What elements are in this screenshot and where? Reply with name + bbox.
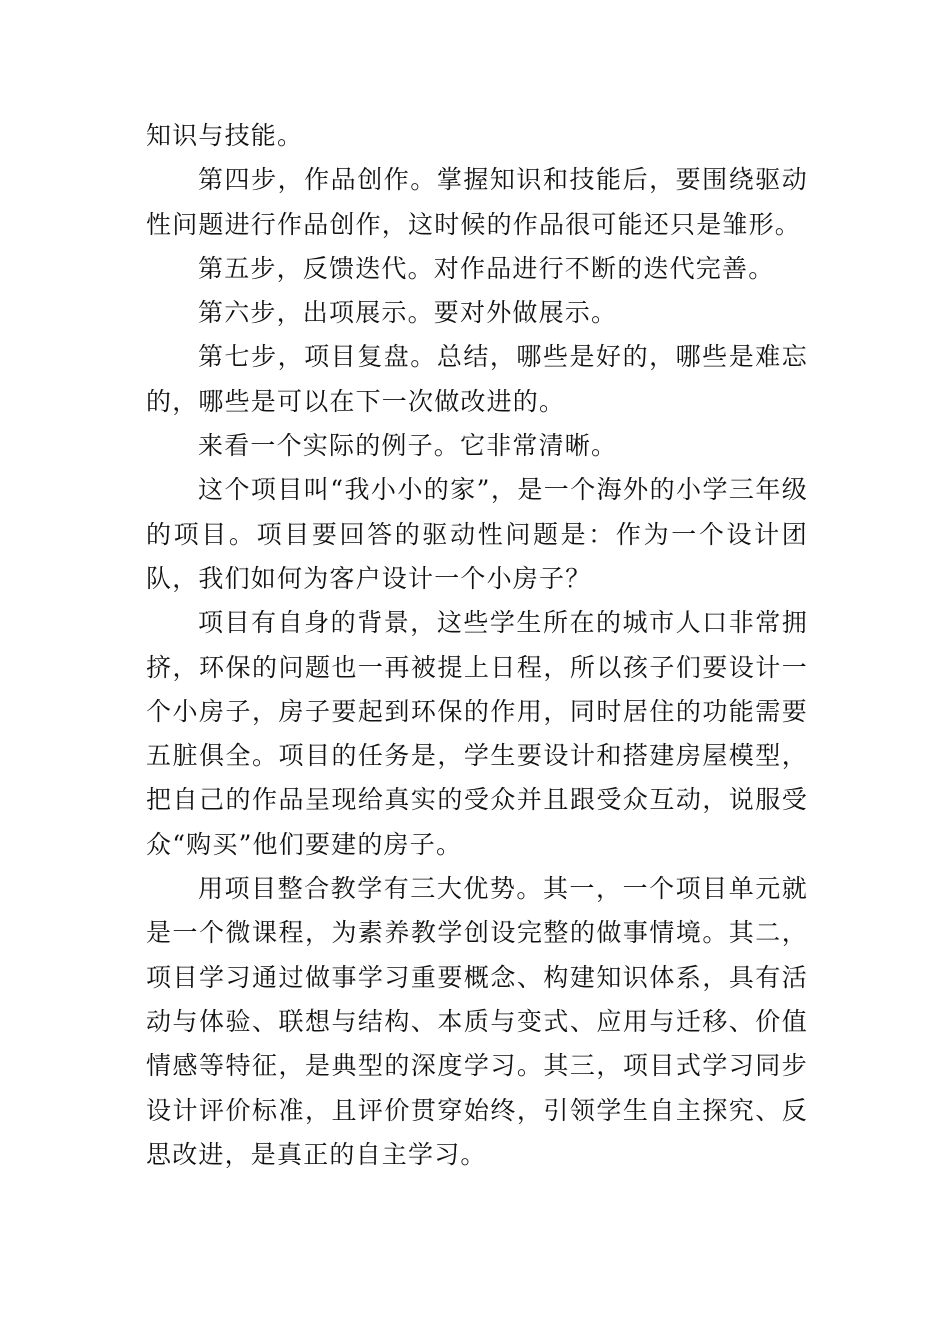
paragraph-2: 第四步，作品创作。掌握知识和技能后，要围绕驱动性问题进行作品创作，这时候的作品很可能还只是雏形。 (146, 165, 808, 239)
paragraph-1: 知识与技能。 (146, 121, 304, 150)
paragraph-7: 这个项目叫“我小小的家”，是一个海外的小学三年级的项目。项目要回答的驱动性问题是：作为一个设计团队，我们如何为客户设计一个小房子？ (146, 475, 808, 593)
paragraph-6: 来看一个实际的例子。它非常清晰。 (198, 431, 618, 461)
paragraph-5: 第七步，项目复盘。总结，哪些是好的，哪些是难忘的，哪些是可以在下一次做改进的。 (146, 342, 808, 416)
document-body (146, 114, 808, 1177)
paragraph-9: 用项目整合教学有三大优势。其一，一个项目单元就是一个微课程，为素养教学创设完整的做事情境。其二，项目学习通过做事学习重要概念、构建知识体系，具有活动与体验、联想与结构、本质与变式、应用与迁移、价值情感等特征，是典型的深度学习。其三，项目式学习同步设计评价标准，且评价贯穿始终，引领学生自主探究、反思改进，是真正的自主学习。 (146, 874, 808, 1169)
paragraph-4: 第六步，出项展示。要对外做展示。 (198, 298, 618, 328)
paragraph-8: 项目有自身的背景，这些学生所在的城市人口非常拥挤，环保的问题也一再被提上日程，所以孩子们要设计一个小房子，房子要起到环保的作用，同时居住的功能需要五脏俱全。项目的任务是，学生要设计和搭建房屋模型，把自己的作品呈现给真实的受众并且跟受众互动，说服受众“购买”他们要建的房子。 (146, 608, 808, 859)
paragraph-3: 第五步，反馈迭代。对作品进行不断的迭代完善。 (198, 253, 775, 283)
